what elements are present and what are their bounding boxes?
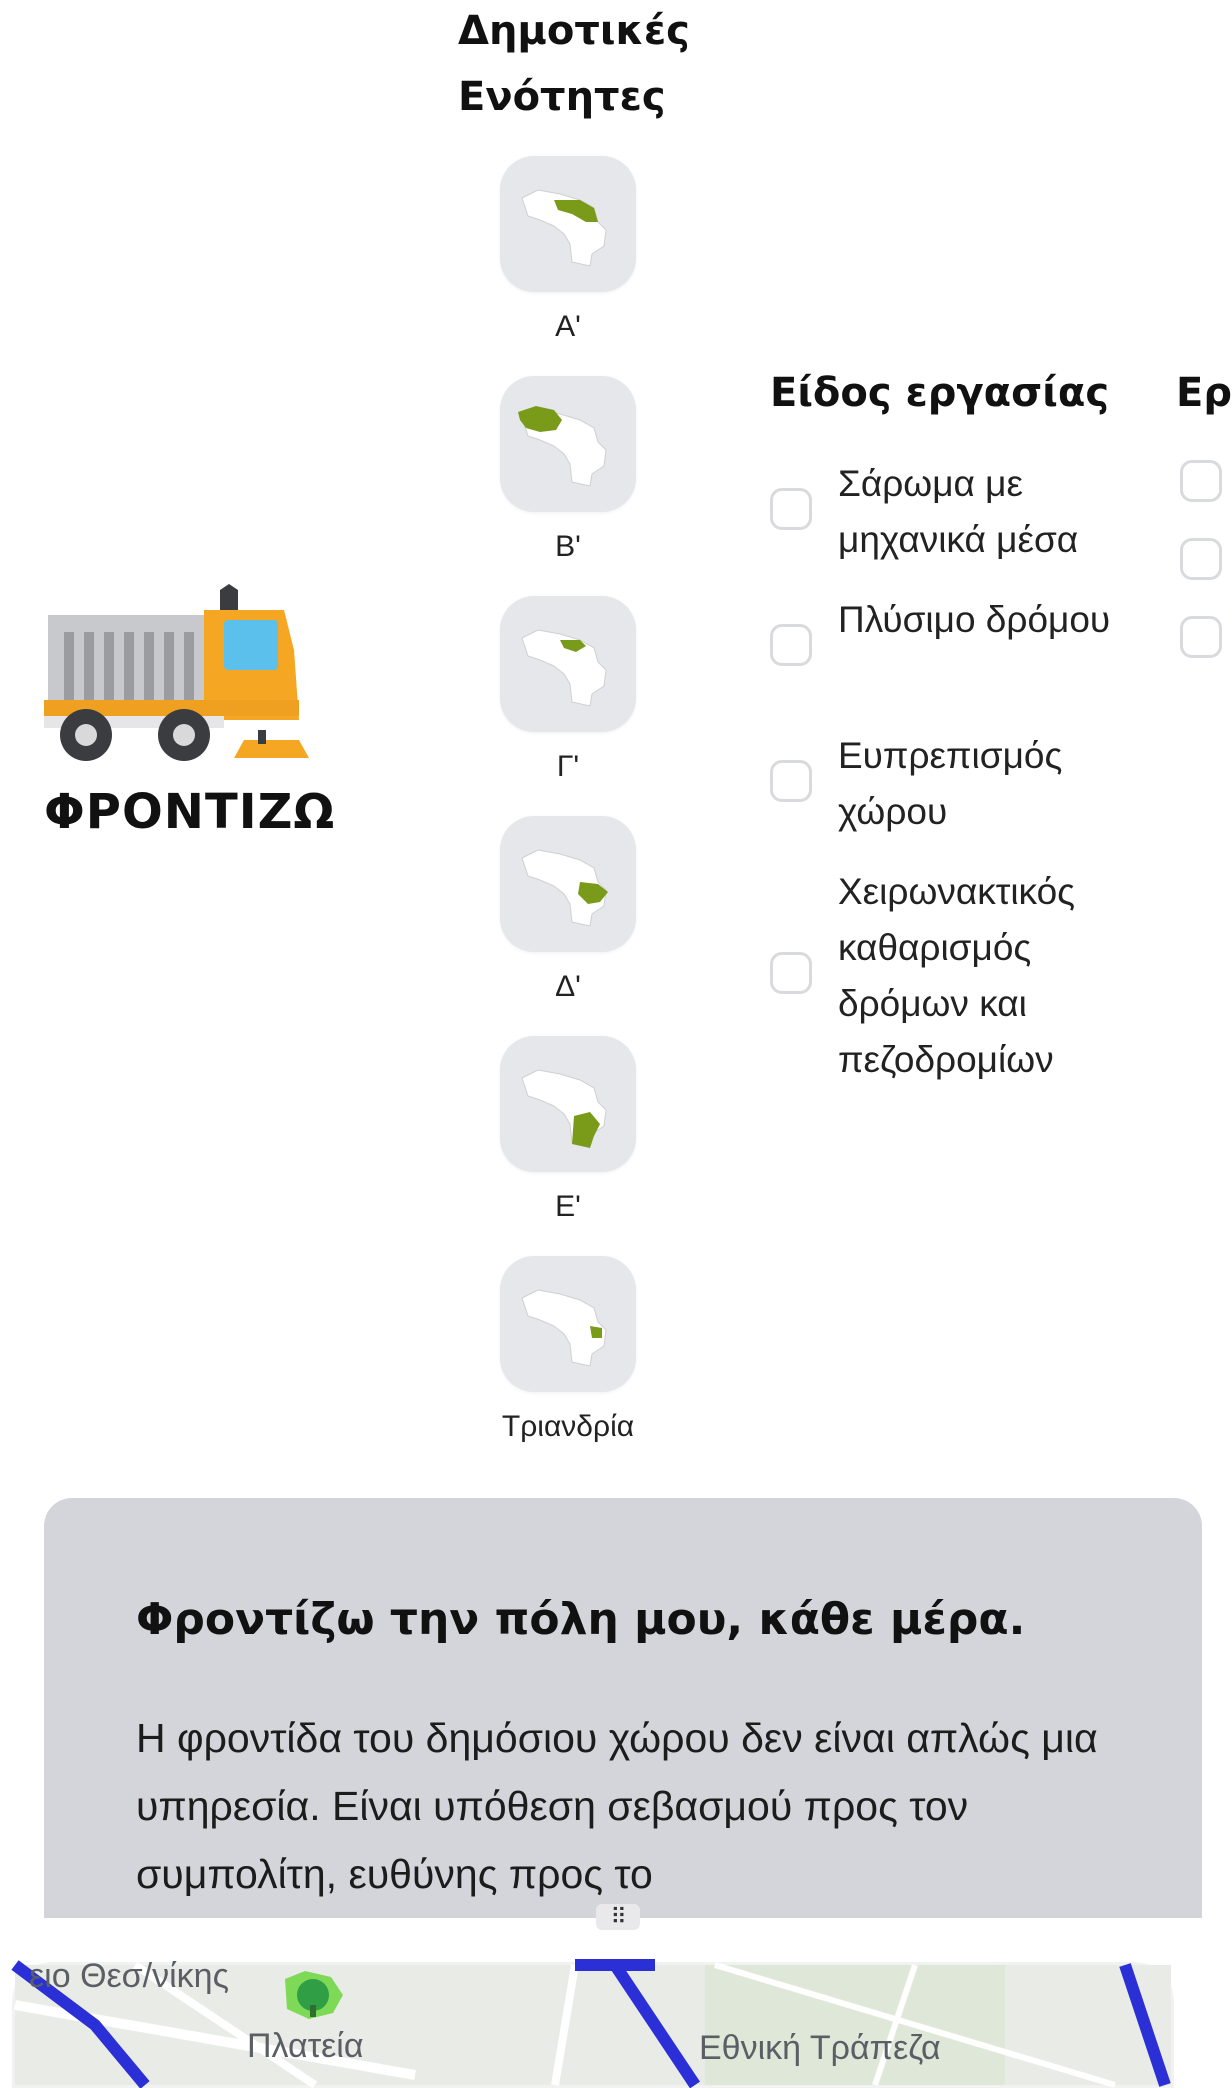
district-label: Β' bbox=[555, 530, 581, 563]
district-map-triandria-icon bbox=[510, 1270, 626, 1378]
info-title: Φροντίζω την πόλη μου, κάθε μέρα. bbox=[136, 1594, 1026, 1645]
map-view[interactable] bbox=[12, 1957, 1174, 2088]
brand bbox=[44, 590, 344, 840]
brand-title: ΦΡΟΝΤΙΖΩ bbox=[44, 784, 336, 840]
checkbox[interactable] bbox=[770, 624, 812, 666]
third-column-heading: Ερ bbox=[1176, 370, 1232, 416]
district-label: Α' bbox=[555, 310, 581, 343]
checkbox[interactable] bbox=[1180, 460, 1222, 502]
option-label[interactable]: Ευπρεπισμός χώρου bbox=[838, 735, 1063, 832]
district-map-e-icon bbox=[510, 1050, 626, 1158]
district-label: Ε' bbox=[555, 1190, 581, 1223]
checkbox[interactable] bbox=[770, 488, 812, 530]
district-label: Τριανδρία bbox=[501, 1410, 635, 1443]
work-type-heading: Είδος εργασίας bbox=[770, 370, 1110, 416]
option-label[interactable]: Χειρωνακτικός καθαρισμός δρόμων και πεζοδρομίων bbox=[838, 871, 1076, 1080]
option-label[interactable]: Πλύσιμο δρόμου bbox=[838, 599, 1111, 640]
district-label: Δ' bbox=[555, 970, 581, 1003]
district-map-c-icon bbox=[510, 610, 626, 718]
street-sweeper-truck-icon bbox=[44, 590, 324, 780]
option-label[interactable]: Σάρωμα με μηχανικά μέσα bbox=[838, 463, 1079, 560]
checkbox[interactable] bbox=[1180, 538, 1222, 580]
drag-handle-icon[interactable]: ⠿ bbox=[596, 1904, 640, 1930]
district-map-d-icon bbox=[510, 830, 626, 938]
district-label: Γ' bbox=[556, 750, 580, 783]
checkbox[interactable] bbox=[770, 760, 812, 802]
map-label-bank: Εθνική Τράπεζα bbox=[699, 2029, 941, 2067]
district-map-a-icon bbox=[510, 170, 626, 278]
info-body: Η φροντίδα του δημόσιου χώρου δεν είναι απλώς μια υπηρεσία. Είναι υπόθεση σεβασμού προς τον συμπολίτη, ευθύνης προς το bbox=[136, 1715, 1098, 1897]
info-card bbox=[44, 1498, 1202, 1918]
third-filter-column bbox=[1176, 360, 1232, 426]
district-map-b-icon bbox=[510, 390, 626, 498]
checkbox[interactable] bbox=[770, 952, 812, 994]
map-label-top-left: ειο Θεσ/νίκης bbox=[29, 1957, 229, 1995]
districts-heading: Δημοτικές Ενότητες bbox=[458, 8, 690, 120]
map-label-square: Πλατεία bbox=[247, 2027, 364, 2065]
districts-filter bbox=[458, 0, 698, 1443]
checkbox[interactable] bbox=[1180, 616, 1222, 658]
